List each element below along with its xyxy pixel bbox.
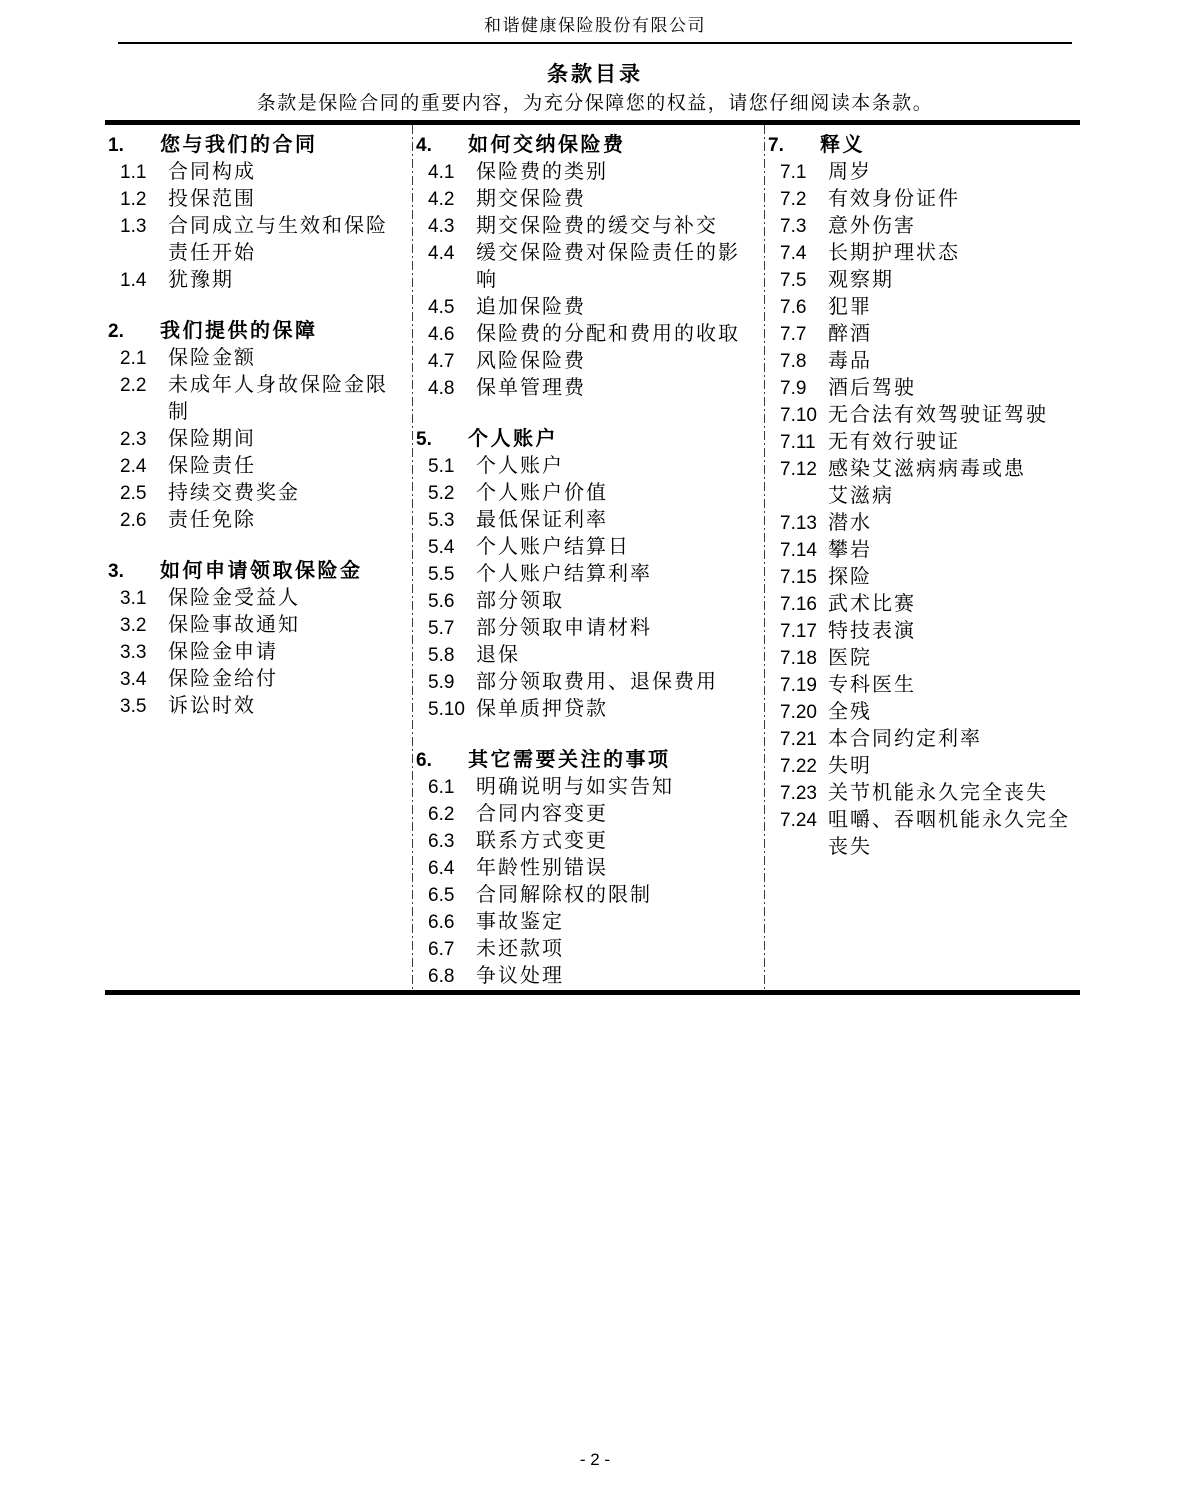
item-number: 7.15	[780, 567, 817, 588]
item-number: 4.8	[428, 378, 455, 399]
item-number: 7.24	[780, 810, 817, 831]
item-label	[828, 186, 960, 213]
item-number: 7.23	[780, 783, 817, 804]
toc-item	[120, 267, 408, 294]
toc-item	[428, 882, 760, 909]
item-label-line: 合同解除权的限制	[476, 884, 652, 906]
item-label	[168, 159, 256, 186]
item-label-line: 咀嚼、吞咽机能永久完全	[828, 809, 1070, 831]
item-label-line: 合同内容变更	[476, 803, 608, 825]
section-title: 您与我们的合同	[160, 134, 318, 156]
item-number: 4.2	[428, 189, 455, 210]
toc-item	[120, 159, 408, 186]
item-number: 6.8	[428, 966, 455, 987]
item-label	[828, 672, 916, 699]
toc-item	[120, 345, 408, 372]
item-number: 5.8	[428, 645, 455, 666]
item-label-line: 特技表演	[828, 620, 916, 642]
item-label	[168, 480, 300, 507]
item-label	[476, 588, 564, 615]
item-label-line: 失明	[828, 755, 872, 777]
item-label	[476, 321, 740, 348]
section-title: 如何申请领取保险金	[160, 560, 363, 582]
item-label-line: 意外伤害	[828, 215, 916, 237]
item-number: 7.19	[780, 675, 817, 696]
item-label-line: 个人账户结算利率	[476, 563, 652, 585]
toc-column	[413, 125, 764, 990]
toc-item	[780, 213, 1074, 240]
toc-item	[780, 159, 1074, 186]
page-title: 条款目录	[547, 62, 643, 86]
item-label	[828, 375, 916, 402]
item-label	[476, 240, 760, 294]
toc-item	[428, 615, 760, 642]
item-label-line: 武术比赛	[828, 593, 916, 615]
toc-item	[780, 186, 1074, 213]
item-number: 7.10	[780, 405, 817, 426]
item-label-line: 部分领取费用、退保费用	[476, 671, 718, 693]
item-number: 7.22	[780, 756, 817, 777]
toc-item	[428, 801, 760, 828]
item-label	[828, 780, 1048, 807]
item-label-line: 未还款项	[476, 938, 564, 960]
item-number: 6.2	[428, 804, 455, 825]
toc-item	[780, 591, 1074, 618]
toc-item	[428, 186, 760, 213]
item-label	[476, 561, 652, 588]
toc-item	[428, 240, 760, 294]
item-label-line: 丧失	[828, 836, 872, 858]
item-label-line: 合同构成	[168, 161, 256, 183]
item-number: 7.7	[780, 324, 807, 345]
item-label	[828, 510, 872, 537]
item-label	[828, 267, 894, 294]
item-number: 4.4	[428, 243, 455, 264]
toc-item	[780, 510, 1074, 537]
item-label-line: 毒品	[828, 350, 872, 372]
item-label	[168, 345, 256, 372]
item-number: 3.4	[120, 669, 147, 690]
section-number: 4.	[416, 135, 432, 156]
item-number: 7.13	[780, 513, 817, 534]
item-label	[828, 591, 916, 618]
item-label	[476, 696, 608, 723]
item-label-line: 持续交费奖金	[168, 482, 300, 504]
item-number: 3.1	[120, 588, 147, 609]
item-label-line: 未成年人身故保险金限	[168, 374, 388, 396]
item-label	[476, 936, 564, 963]
item-label	[476, 186, 586, 213]
item-label-line: 退保	[476, 644, 520, 666]
toc-item	[428, 561, 760, 588]
item-label	[476, 669, 718, 696]
toc-item	[428, 348, 760, 375]
item-label	[828, 429, 960, 456]
header-rule	[118, 42, 1072, 44]
item-number: 4.3	[428, 216, 455, 237]
item-label-line: 年龄性别错误	[476, 857, 608, 879]
item-number: 1.1	[120, 162, 147, 183]
toc-item	[120, 612, 408, 639]
item-number: 1.2	[120, 189, 147, 210]
toc-item	[428, 669, 760, 696]
item-label	[828, 348, 872, 375]
item-number: 2.2	[120, 375, 147, 396]
item-label-line: 责任开始	[168, 242, 256, 264]
item-label	[476, 213, 718, 240]
item-number: 5.1	[428, 456, 455, 477]
item-number: 1.3	[120, 216, 147, 237]
item-number: 7.8	[780, 351, 807, 372]
toc-item	[780, 348, 1074, 375]
section-heading	[108, 558, 408, 585]
page-number: - 2 -	[579, 1450, 611, 1469]
item-label-line: 个人账户价值	[476, 482, 608, 504]
item-number: 7.5	[780, 270, 807, 291]
item-label-line: 最低保证利率	[476, 509, 608, 531]
toc-item	[120, 213, 408, 267]
item-label-line: 保单管理费	[476, 377, 586, 399]
item-number: 2.6	[120, 510, 147, 531]
toc-item	[428, 321, 760, 348]
item-label	[476, 453, 564, 480]
item-label	[828, 456, 1026, 510]
toc-item	[780, 780, 1074, 807]
toc-column	[765, 125, 1078, 990]
item-label-line: 诉讼时效	[168, 695, 256, 717]
section-heading	[108, 318, 408, 345]
toc-item	[780, 456, 1074, 510]
toc-item	[120, 639, 408, 666]
item-label-line: 追加保险费	[476, 296, 586, 318]
section-title: 如何交纳保险费	[468, 134, 626, 156]
toc-item	[428, 294, 760, 321]
item-label	[476, 534, 630, 561]
item-label-line: 保险金给付	[168, 668, 278, 690]
item-label	[828, 699, 872, 726]
toc-item	[428, 774, 760, 801]
item-label-line: 有效身份证件	[828, 188, 960, 210]
item-label	[476, 855, 608, 882]
toc-item	[120, 480, 408, 507]
item-label-line: 长期护理状态	[828, 242, 960, 264]
item-label-line: 犯罪	[828, 296, 872, 318]
toc-item	[780, 321, 1074, 348]
section-number: 6.	[416, 750, 432, 771]
item-label-line: 周岁	[828, 161, 872, 183]
item-number: 6.7	[428, 939, 455, 960]
item-label-line: 感染艾滋病病毒或患	[828, 458, 1026, 480]
item-label-line: 潜水	[828, 512, 872, 534]
item-label	[168, 213, 388, 267]
toc-item	[780, 375, 1074, 402]
item-number: 3.2	[120, 615, 147, 636]
toc-item	[428, 936, 760, 963]
item-label	[828, 240, 960, 267]
item-number: 4.5	[428, 297, 455, 318]
toc-item	[428, 642, 760, 669]
item-label-line: 明确说明与如实告知	[476, 776, 674, 798]
toc-item	[428, 453, 760, 480]
toc-item	[428, 696, 760, 723]
item-label	[476, 375, 586, 402]
item-label-line: 部分领取	[476, 590, 564, 612]
item-number: 7.4	[780, 243, 807, 264]
item-label	[168, 666, 278, 693]
item-label-line: 犹豫期	[168, 269, 234, 291]
item-label-line: 保险期间	[168, 428, 256, 450]
item-number: 7.16	[780, 594, 817, 615]
toc-item	[780, 564, 1074, 591]
item-label-line: 无合法有效驾驶证驾驶	[828, 404, 1048, 426]
item-number: 7.18	[780, 648, 817, 669]
item-label	[828, 159, 872, 186]
item-label-line: 责任免除	[168, 509, 256, 531]
item-label	[168, 612, 300, 639]
item-label-line: 保险费的类别	[476, 161, 608, 183]
item-label	[476, 642, 520, 669]
item-label-line: 本合同约定利率	[828, 728, 982, 750]
item-label-line: 保险费的分配和费用的收取	[476, 323, 740, 345]
section-number: 3.	[108, 561, 124, 582]
item-label	[828, 753, 872, 780]
item-label-line: 投保范围	[168, 188, 256, 210]
toc-item	[780, 240, 1074, 267]
item-label	[828, 537, 872, 564]
toc-item	[780, 294, 1074, 321]
item-number: 7.21	[780, 729, 817, 750]
toc-item	[780, 537, 1074, 564]
toc-item	[428, 159, 760, 186]
item-number: 7.6	[780, 297, 807, 318]
item-label	[476, 507, 608, 534]
item-label-line: 缓交保险费对保险责任的影响	[476, 242, 740, 291]
item-number: 6.4	[428, 858, 455, 879]
item-number: 2.4	[120, 456, 147, 477]
toc-item	[120, 693, 408, 720]
item-label-line: 部分领取申请材料	[476, 617, 652, 639]
section-title: 个人账户	[468, 428, 558, 450]
item-label	[168, 639, 278, 666]
item-number: 5.6	[428, 591, 455, 612]
toc-item	[428, 534, 760, 561]
toc-item	[120, 507, 408, 534]
toc-table	[105, 120, 1080, 995]
company-header: 和谐健康保险股份有限公司	[484, 16, 706, 35]
item-label	[828, 402, 1048, 429]
item-label-line: 专科医生	[828, 674, 916, 696]
item-label-line: 制	[168, 401, 190, 423]
item-label-line: 酒后驾驶	[828, 377, 916, 399]
item-label-line: 保单质押贷款	[476, 698, 608, 720]
item-label-line: 攀岩	[828, 539, 872, 561]
item-number: 5.3	[428, 510, 455, 531]
toc-item	[780, 645, 1074, 672]
item-number: 5.10	[428, 699, 465, 720]
item-label	[168, 693, 256, 720]
item-label-line: 医院	[828, 647, 872, 669]
item-label-line: 全残	[828, 701, 872, 723]
toc-item	[428, 963, 760, 990]
toc-item	[120, 585, 408, 612]
item-label	[168, 267, 234, 294]
toc-item	[780, 402, 1074, 429]
item-label-line: 期交保险费的缓交与补交	[476, 215, 718, 237]
item-label	[828, 564, 872, 591]
item-label	[168, 453, 256, 480]
item-number: 5.4	[428, 537, 455, 558]
toc-item	[428, 480, 760, 507]
section-title: 释义	[820, 134, 865, 156]
item-label	[476, 159, 608, 186]
item-number: 7.2	[780, 189, 807, 210]
item-label-line: 事故鉴定	[476, 911, 564, 933]
item-label	[168, 426, 256, 453]
item-number: 1.4	[120, 270, 147, 291]
toc-item	[780, 753, 1074, 780]
item-label-line: 关节机能永久完全丧失	[828, 782, 1048, 804]
item-label	[476, 774, 674, 801]
item-number: 2.5	[120, 483, 147, 504]
item-number: 6.1	[428, 777, 455, 798]
toc-item	[428, 213, 760, 240]
item-number: 7.17	[780, 621, 817, 642]
item-label	[828, 645, 872, 672]
item-label-line: 无有效行驶证	[828, 431, 960, 453]
item-label	[476, 615, 652, 642]
item-label-line: 保险金受益人	[168, 587, 300, 609]
item-label	[476, 801, 608, 828]
item-number: 7.1	[780, 162, 807, 183]
item-label	[828, 321, 872, 348]
item-number: 5.5	[428, 564, 455, 585]
toc-item	[780, 807, 1074, 861]
item-label-line: 醉酒	[828, 323, 872, 345]
item-number: 4.6	[428, 324, 455, 345]
item-label	[168, 372, 388, 426]
item-number: 7.14	[780, 540, 817, 561]
item-number: 5.7	[428, 618, 455, 639]
item-label	[476, 882, 652, 909]
toc-item	[780, 672, 1074, 699]
page-subtitle: 条款是保险合同的重要内容，为充分保障您的权益，请您仔细阅读本条款。	[256, 93, 934, 114]
item-number: 6.5	[428, 885, 455, 906]
toc-item	[780, 726, 1074, 753]
toc-item	[428, 855, 760, 882]
item-label	[476, 828, 608, 855]
item-number: 5.2	[428, 483, 455, 504]
item-label	[476, 909, 564, 936]
item-number: 2.1	[120, 348, 147, 369]
toc-item	[120, 186, 408, 213]
item-label-line: 保险事故通知	[168, 614, 300, 636]
item-label-line: 保险金额	[168, 347, 256, 369]
item-number: 7.11	[780, 432, 816, 453]
item-number: 7.20	[780, 702, 817, 723]
item-label-line: 期交保险费	[476, 188, 586, 210]
item-label-line: 争议处理	[476, 965, 564, 987]
section-number: 7.	[768, 135, 784, 156]
item-label-line: 保险金申请	[168, 641, 278, 663]
toc-item	[780, 429, 1074, 456]
toc-item	[120, 666, 408, 693]
item-label	[828, 807, 1070, 861]
toc-item	[780, 618, 1074, 645]
item-label	[828, 294, 872, 321]
toc-item	[428, 507, 760, 534]
item-number: 4.7	[428, 351, 455, 372]
item-label-line: 探险	[828, 566, 872, 588]
item-label-line: 个人账户结算日	[476, 536, 630, 558]
item-label	[168, 585, 300, 612]
toc-item	[780, 699, 1074, 726]
item-label	[828, 618, 916, 645]
section-number: 5.	[416, 429, 432, 450]
toc-item	[428, 588, 760, 615]
toc-column	[105, 125, 412, 990]
toc-item	[780, 267, 1074, 294]
section-heading	[416, 426, 760, 453]
item-number: 6.3	[428, 831, 455, 852]
section-heading	[108, 132, 408, 159]
section-heading	[768, 132, 1074, 159]
toc-item	[428, 375, 760, 402]
item-number: 2.3	[120, 429, 147, 450]
toc-item	[428, 909, 760, 936]
toc-item	[428, 828, 760, 855]
section-heading	[416, 747, 760, 774]
item-label-line: 合同成立与生效和保险	[168, 215, 388, 237]
item-number: 7.9	[780, 378, 807, 399]
item-label-line: 保险责任	[168, 455, 256, 477]
item-number: 7.3	[780, 216, 807, 237]
item-number: 4.1	[428, 162, 455, 183]
section-number: 2.	[108, 321, 124, 342]
item-label	[476, 294, 586, 321]
item-label-line: 艾滋病	[828, 485, 894, 507]
item-label	[476, 348, 586, 375]
item-label-line: 观察期	[828, 269, 894, 291]
item-number: 3.5	[120, 696, 147, 717]
section-number: 1.	[108, 135, 124, 156]
item-label-line: 风险保险费	[476, 350, 586, 372]
item-number: 5.9	[428, 672, 455, 693]
item-label	[168, 507, 256, 534]
item-number: 6.6	[428, 912, 455, 933]
section-title: 其它需要关注的事项	[468, 749, 671, 771]
item-label	[828, 213, 916, 240]
section-heading	[416, 132, 760, 159]
section-title: 我们提供的保障	[160, 320, 318, 342]
toc-item	[120, 453, 408, 480]
item-label	[476, 963, 564, 990]
item-label-line: 个人账户	[476, 455, 564, 477]
item-label	[828, 726, 982, 753]
item-number: 3.3	[120, 642, 147, 663]
item-label-line: 联系方式变更	[476, 830, 608, 852]
item-number: 7.12	[780, 459, 817, 480]
toc-item	[120, 426, 408, 453]
item-label	[168, 186, 256, 213]
item-label	[476, 480, 608, 507]
toc-item	[120, 372, 408, 426]
